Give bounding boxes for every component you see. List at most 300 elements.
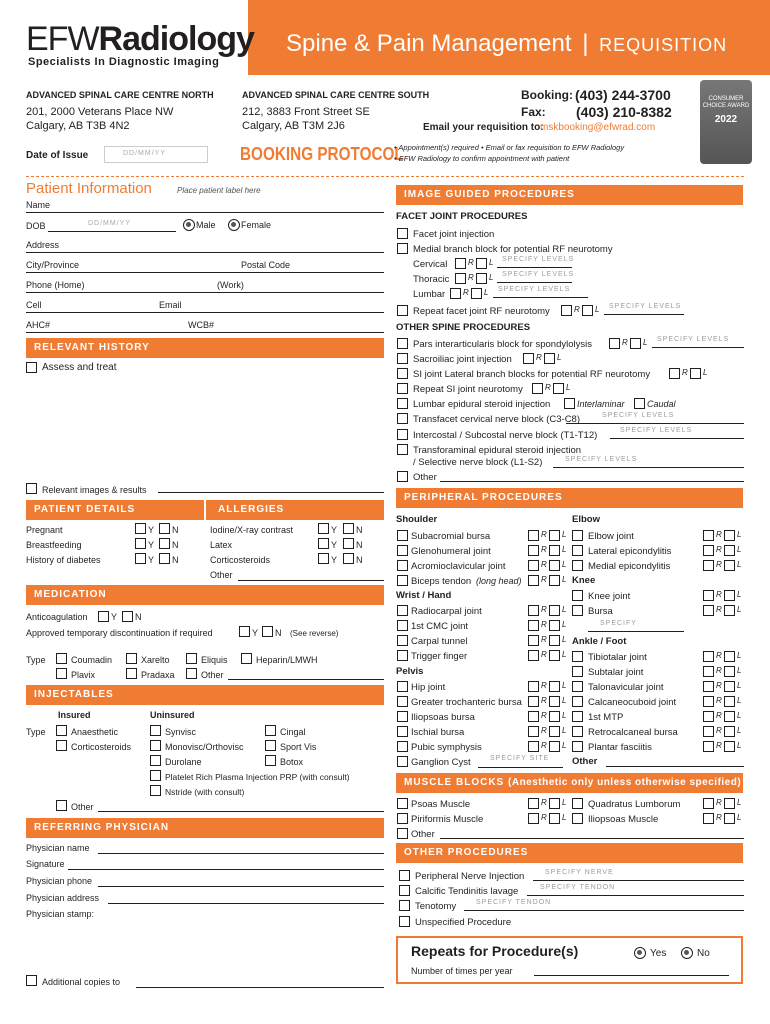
medial-branch-label: Medial branch block for potential RF neurotomy bbox=[413, 244, 613, 255]
relevant-history-bar: RELEVANT HISTORY bbox=[26, 338, 384, 358]
wrist-1-r-checkbox[interactable] bbox=[528, 620, 539, 631]
protocol-line-1: • Appointment(s) required • Email or fax requisition to EFW Radiology bbox=[394, 143, 625, 152]
wrist-2-r-checkbox[interactable] bbox=[528, 635, 539, 646]
transfacet-checkbox[interactable] bbox=[397, 413, 408, 424]
pelvis-item-checkbox-2[interactable] bbox=[397, 711, 408, 722]
caudal-checkbox[interactable] bbox=[634, 398, 645, 409]
plavix-checkbox[interactable] bbox=[56, 668, 67, 679]
shoulder-item-checkbox-2[interactable] bbox=[397, 560, 408, 571]
ankle-1-r-checkbox[interactable] bbox=[703, 666, 714, 677]
lumbar-r-checkbox[interactable] bbox=[450, 288, 461, 299]
pelvis-4-l-checkbox[interactable] bbox=[549, 741, 560, 752]
shoulder-0-r-label: R bbox=[541, 530, 547, 539]
sacroiliac-l-checkbox[interactable] bbox=[544, 353, 555, 364]
inj-other-label: Other bbox=[71, 802, 94, 812]
ankle-3-l-label: L bbox=[737, 696, 742, 705]
approved-n: N bbox=[275, 628, 282, 638]
ankle-0-l-checkbox[interactable] bbox=[724, 651, 735, 662]
corticosteroids-label: Corticosteroids bbox=[71, 742, 132, 752]
ankle-6-l-label: L bbox=[737, 741, 742, 750]
ankle-1-r-label: R bbox=[716, 666, 722, 675]
repeat-si-checkbox[interactable] bbox=[397, 383, 408, 394]
prp-checkbox[interactable] bbox=[150, 770, 161, 781]
pelvis-item-checkbox-3[interactable] bbox=[397, 726, 408, 737]
interlaminar-checkbox[interactable] bbox=[564, 398, 575, 409]
iliopsoas-muscle-l-checkbox[interactable] bbox=[724, 813, 735, 824]
quadratus-r-label: R bbox=[716, 798, 722, 807]
iliopsoas-muscle-r-label: R bbox=[716, 813, 722, 822]
calcific-label: Calcific Tendinitis lavage bbox=[415, 886, 519, 897]
pd-y-checkbox-1[interactable] bbox=[135, 538, 146, 549]
logo bbox=[26, 22, 254, 56]
dob-label: DOB bbox=[26, 221, 46, 231]
allergy-0: Iodine/X-ray contrast bbox=[210, 525, 294, 535]
fax-phone: (403) 210-8382 bbox=[576, 104, 672, 120]
approved-y-checkbox[interactable] bbox=[239, 626, 250, 637]
ankle-5-l-label: L bbox=[737, 726, 742, 735]
transforaminal-checkbox[interactable] bbox=[397, 444, 408, 455]
ankle-item-checkbox-2[interactable] bbox=[572, 681, 583, 692]
pelvis-3-r-checkbox[interactable] bbox=[528, 726, 539, 737]
allergy-n-0: N bbox=[356, 525, 363, 535]
durolane-checkbox[interactable] bbox=[150, 755, 161, 766]
ankle-item-checkbox-0[interactable] bbox=[572, 651, 583, 662]
quadratus-l-checkbox[interactable] bbox=[724, 798, 735, 809]
piriformis-checkbox[interactable] bbox=[397, 813, 408, 824]
sacroiliac-checkbox[interactable] bbox=[397, 353, 408, 364]
ankle-item-4: 1st MTP bbox=[588, 712, 624, 723]
wrist-item-checkbox-3[interactable] bbox=[397, 650, 408, 661]
pelvis-item-checkbox-5[interactable] bbox=[397, 756, 408, 767]
synvisc-label: Synvisc bbox=[165, 727, 197, 737]
shoulder-3-r-checkbox[interactable] bbox=[528, 575, 539, 586]
facet-title: FACET JOINT PROCEDURES bbox=[396, 211, 528, 222]
repeats-yes-label: Yes bbox=[650, 948, 667, 959]
piriformis-r-checkbox[interactable] bbox=[528, 813, 539, 824]
cervical-r-checkbox[interactable] bbox=[455, 258, 466, 269]
piriformis-l-checkbox[interactable] bbox=[549, 813, 560, 824]
knee-item-0: Knee joint bbox=[588, 591, 631, 602]
ankle-2-l-checkbox[interactable] bbox=[724, 681, 735, 692]
underline bbox=[440, 481, 744, 482]
coumadin-checkbox[interactable] bbox=[56, 653, 67, 664]
repeat-si-l-label: L bbox=[566, 383, 571, 392]
shoulder-1-l-checkbox[interactable] bbox=[549, 545, 560, 556]
wrist-0-r-checkbox[interactable] bbox=[528, 605, 539, 616]
repeats-yes-radio[interactable] bbox=[634, 947, 646, 959]
ankle-4-l-checkbox[interactable] bbox=[724, 711, 735, 722]
tenotomy-checkbox[interactable] bbox=[399, 900, 410, 911]
ankle-6-r-checkbox[interactable] bbox=[703, 741, 714, 752]
pars-checkbox[interactable] bbox=[397, 338, 408, 349]
botox-label: Botox bbox=[280, 757, 304, 767]
repeat-si-r-label: R bbox=[545, 383, 551, 392]
ankle-3-r-checkbox[interactable] bbox=[703, 696, 714, 707]
shoulder-3-l-checkbox[interactable] bbox=[549, 575, 560, 586]
shoulder-2-l-label: L bbox=[562, 560, 567, 569]
nstride-checkbox[interactable] bbox=[150, 785, 161, 796]
botox-checkbox[interactable] bbox=[265, 755, 276, 766]
shoulder-item-checkbox-1[interactable] bbox=[397, 545, 408, 556]
shoulder-item-checkbox-0[interactable] bbox=[397, 530, 408, 541]
pelvis-1-r-checkbox[interactable] bbox=[528, 696, 539, 707]
repeats-no-radio[interactable] bbox=[681, 947, 693, 959]
wrist-0-l-checkbox[interactable] bbox=[549, 605, 560, 616]
intercostal-label: Intercostal / Subcostal nerve block (T1-T12) bbox=[413, 430, 598, 441]
physician-phone-label: Physician phone bbox=[26, 876, 93, 886]
logo-brand: EFW bbox=[26, 20, 99, 58]
allergy-y-checkbox-0[interactable] bbox=[318, 523, 329, 534]
patient-details-bar: PATIENT DETAILS bbox=[26, 500, 204, 520]
wrist-0-r-label: R bbox=[541, 605, 547, 614]
med-type-label: Type bbox=[26, 655, 46, 665]
pars-label: Pars interarticularis block for spondylolysis bbox=[413, 339, 592, 350]
psoas-checkbox[interactable] bbox=[397, 798, 408, 809]
sacroiliac-l-label: L bbox=[557, 353, 562, 362]
pelvis-4-r-checkbox[interactable] bbox=[528, 741, 539, 752]
iliopsoas-muscle-checkbox[interactable] bbox=[572, 813, 583, 824]
si-lateral-r-checkbox[interactable] bbox=[669, 368, 680, 379]
anticoag-y: Y bbox=[111, 612, 118, 622]
facet-injection-checkbox[interactable] bbox=[397, 228, 408, 239]
elbow-2-l-checkbox[interactable] bbox=[724, 560, 735, 571]
shoulder-0-l-checkbox[interactable] bbox=[549, 530, 560, 541]
postal-label: Postal Code bbox=[241, 260, 291, 270]
knee-0-l-checkbox[interactable] bbox=[724, 590, 735, 601]
cervical-r-label: R bbox=[468, 258, 474, 267]
lumbar-r-label: R bbox=[463, 288, 469, 297]
ankle-item-checkbox-4[interactable] bbox=[572, 711, 583, 722]
si-lateral-checkbox[interactable] bbox=[397, 368, 408, 379]
pradaxa-label: Pradaxa bbox=[141, 670, 175, 680]
elbow-0-r-checkbox[interactable] bbox=[703, 530, 714, 541]
pelvis-1-l-checkbox[interactable] bbox=[549, 696, 560, 707]
allergy-y-checkbox-1[interactable] bbox=[318, 538, 329, 549]
ankle-5-l-checkbox[interactable] bbox=[724, 726, 735, 737]
ankle-0-r-checkbox[interactable] bbox=[703, 651, 714, 662]
si-lateral-l-checkbox[interactable] bbox=[690, 368, 701, 379]
shoulder-item-0: Subacromial bursa bbox=[411, 531, 491, 542]
wrist-2-l-checkbox[interactable] bbox=[549, 635, 560, 646]
sportvis-checkbox[interactable] bbox=[265, 740, 276, 751]
eliquis-checkbox[interactable] bbox=[186, 653, 197, 664]
plavix-label: Plavix bbox=[71, 670, 96, 680]
ankle-4-l-label: L bbox=[737, 711, 742, 720]
pd-n-1: N bbox=[172, 540, 179, 550]
pelvis-2-l-checkbox[interactable] bbox=[549, 711, 560, 722]
pelvis-0-l-checkbox[interactable] bbox=[549, 681, 560, 692]
address-label: Address bbox=[26, 240, 60, 250]
repeats-no-label: No bbox=[697, 948, 710, 959]
pd-n-0: N bbox=[172, 525, 179, 535]
ankle-2-r-checkbox[interactable] bbox=[703, 681, 714, 692]
page-title bbox=[286, 30, 727, 58]
ankle-item-checkbox-1[interactable] bbox=[572, 666, 583, 677]
pd-y-0: Y bbox=[148, 525, 155, 535]
muscle-other-label: Other bbox=[411, 829, 435, 840]
wrist-item-checkbox-1[interactable] bbox=[397, 620, 408, 631]
pradaxa-checkbox[interactable] bbox=[126, 668, 137, 679]
physician-address-label: Physician address bbox=[26, 893, 100, 903]
cervical-label: Cervical bbox=[413, 259, 448, 270]
nerve-label: Peripheral Nerve Injection bbox=[415, 871, 525, 882]
specify-site: SPECIFY SITE bbox=[490, 755, 550, 762]
knee-title: Knee bbox=[572, 575, 596, 586]
booking-email[interactable]: mskbooking@efwrad.com bbox=[540, 122, 656, 133]
lumbar-l-checkbox[interactable] bbox=[471, 288, 482, 299]
wrist-item-2: Carpal tunnel bbox=[411, 636, 468, 647]
cingal-checkbox[interactable] bbox=[265, 725, 276, 736]
pelvis-item-checkbox-1[interactable] bbox=[397, 696, 408, 707]
elbow-item-checkbox-1[interactable] bbox=[572, 545, 583, 556]
shoulder-0-l-label: L bbox=[562, 530, 567, 539]
intercostal-checkbox[interactable] bbox=[397, 429, 408, 440]
wrist-3-r-checkbox[interactable] bbox=[528, 650, 539, 661]
ankle-item-checkbox-3[interactable] bbox=[572, 696, 583, 707]
ahc-label: AHC# bbox=[26, 320, 51, 330]
spine-other-checkbox[interactable] bbox=[397, 471, 408, 482]
date-issue-field[interactable] bbox=[104, 146, 208, 163]
wrist-1-l-label: L bbox=[562, 620, 567, 629]
allergy-y-checkbox-2[interactable] bbox=[318, 553, 329, 564]
cervical-specify: SPECIFY LEVELS bbox=[502, 256, 575, 263]
quadratus-checkbox[interactable] bbox=[572, 798, 583, 809]
allergy-n-checkbox-1[interactable] bbox=[343, 538, 354, 549]
knee-item-checkbox-0[interactable] bbox=[572, 590, 583, 601]
pelvis-item-4: Pubic symphysis bbox=[411, 742, 482, 753]
other-procedures-bar: OTHER PROCEDURES bbox=[396, 843, 743, 863]
iliopsoas-muscle-r-checkbox[interactable] bbox=[703, 813, 714, 824]
allergy-2: Corticosteroids bbox=[210, 555, 271, 565]
underline bbox=[553, 467, 744, 468]
ankle-3-l-checkbox[interactable] bbox=[724, 696, 735, 707]
repeat-si-r-checkbox[interactable] bbox=[532, 383, 543, 394]
city-label: City/Province bbox=[26, 260, 80, 270]
pd-n-checkbox-0[interactable] bbox=[159, 523, 170, 534]
inj-other-checkbox[interactable] bbox=[56, 800, 67, 811]
shoulder-item-3: Biceps tendon bbox=[411, 576, 472, 587]
lumbar-epidural-checkbox[interactable] bbox=[397, 398, 408, 409]
phone-work-label: (Work) bbox=[217, 280, 244, 290]
pars-l-checkbox[interactable] bbox=[630, 338, 641, 349]
anticoag-y-checkbox[interactable] bbox=[98, 611, 109, 622]
sacroiliac-r-checkbox[interactable] bbox=[523, 353, 534, 364]
muscle-title: MUSCLE BLOCKS bbox=[404, 777, 505, 788]
cervical-l-checkbox[interactable] bbox=[476, 258, 487, 269]
wrist-1-r-label: R bbox=[541, 620, 547, 629]
pelvis-0-r-checkbox[interactable] bbox=[528, 681, 539, 692]
allergies-bar: ALLERGIES bbox=[206, 500, 384, 520]
wrist-1-l-checkbox[interactable] bbox=[549, 620, 560, 631]
shoulder-1-r-checkbox[interactable] bbox=[528, 545, 539, 556]
shoulder-2-l-checkbox[interactable] bbox=[549, 560, 560, 571]
durolane-label: Durolane bbox=[165, 757, 202, 767]
ankle-3-r-label: R bbox=[716, 696, 722, 705]
underline bbox=[464, 910, 744, 911]
repeat-facet-label: Repeat facet joint RF neurotomy bbox=[413, 306, 550, 317]
elbow-1-l-checkbox[interactable] bbox=[724, 545, 735, 556]
ankle-1-l-checkbox[interactable] bbox=[724, 666, 735, 677]
phone-home-label: Phone (Home) bbox=[26, 280, 85, 290]
allergy-other: Other bbox=[210, 570, 233, 580]
wrist-3-l-checkbox[interactable] bbox=[549, 650, 560, 661]
nstride-label: Nstride (with consult) bbox=[165, 787, 245, 797]
pd-n-checkbox-1[interactable] bbox=[159, 538, 170, 549]
knee-item-checkbox-1[interactable] bbox=[572, 605, 583, 616]
knee-1-l-label: L bbox=[737, 605, 742, 614]
pars-l-label: L bbox=[643, 338, 648, 347]
xarelto-checkbox[interactable] bbox=[126, 653, 137, 664]
elbow-item-2: Medial epicondylitis bbox=[588, 561, 671, 572]
med-other-checkbox[interactable] bbox=[186, 668, 197, 679]
transfacet-specify: SPECIFY LEVELS bbox=[602, 412, 675, 419]
copies-checkbox[interactable] bbox=[26, 975, 37, 986]
tenotomy-label: Tenotomy bbox=[415, 901, 457, 912]
elbow-0-r-label: R bbox=[716, 530, 722, 539]
assess-label: Assess and treat bbox=[42, 362, 117, 373]
unspecified-checkbox[interactable] bbox=[399, 916, 410, 927]
pd-y-checkbox-2[interactable] bbox=[135, 553, 146, 564]
logo-word: Radiology bbox=[98, 20, 254, 58]
monovisc-checkbox[interactable] bbox=[150, 740, 161, 751]
pelvis-2-l-label: L bbox=[562, 711, 567, 720]
shoulder-1-l-label: L bbox=[562, 545, 567, 554]
lumbar-label: Lumbar bbox=[413, 289, 446, 300]
patient-info-title: Patient Information bbox=[26, 180, 152, 197]
iliopsoas-muscle-l-label: L bbox=[737, 813, 742, 822]
ankle-6-l-checkbox[interactable] bbox=[724, 741, 735, 752]
award-badge bbox=[700, 80, 752, 164]
repeat-facet-r-checkbox[interactable] bbox=[561, 305, 572, 316]
ankle-item-checkbox-6[interactable] bbox=[572, 741, 583, 752]
shoulder-item-checkbox-3[interactable] bbox=[397, 575, 408, 586]
wrist-item-checkbox-0[interactable] bbox=[397, 605, 408, 616]
elbow-1-l-label: L bbox=[737, 545, 742, 554]
psoas-l-checkbox[interactable] bbox=[549, 798, 560, 809]
ankle-item-checkbox-5[interactable] bbox=[572, 726, 583, 737]
elbow-1-r-checkbox[interactable] bbox=[703, 545, 714, 556]
location-south-addr1: 212, 3883 Front Street SE bbox=[242, 106, 370, 118]
elbow-0-l-checkbox[interactable] bbox=[724, 530, 735, 541]
lumbar-epidural-label: Lumbar epidural steroid injection bbox=[413, 399, 551, 410]
image-guided-bar: IMAGE GUIDED PROCEDURES bbox=[396, 185, 743, 205]
page-title-main: Spine & Pain Management bbox=[286, 30, 572, 57]
pd-y-checkbox-0[interactable] bbox=[135, 523, 146, 534]
thoracic-r-checkbox[interactable] bbox=[455, 273, 466, 284]
pars-specify: SPECIFY LEVELS bbox=[657, 336, 730, 343]
thoracic-r-label: R bbox=[468, 273, 474, 282]
knee-0-r-checkbox[interactable] bbox=[703, 590, 714, 601]
female-radio[interactable] bbox=[228, 219, 240, 231]
si-lateral-label: SI joint Lateral branch blocks for potential RF neurotomy bbox=[413, 369, 651, 380]
pelvis-2-r-checkbox[interactable] bbox=[528, 711, 539, 722]
quadratus-r-checkbox[interactable] bbox=[703, 798, 714, 809]
allergy-y-1: Y bbox=[331, 540, 338, 550]
images-checkbox[interactable] bbox=[26, 483, 37, 494]
pelvis-3-l-checkbox[interactable] bbox=[549, 726, 560, 737]
repeat-facet-checkbox[interactable] bbox=[397, 305, 408, 316]
muscle-other-checkbox[interactable] bbox=[397, 828, 408, 839]
anticoag-n-checkbox[interactable] bbox=[122, 611, 133, 622]
eliquis-label: Eliquis bbox=[201, 655, 228, 665]
cervical-l-label: L bbox=[489, 258, 494, 267]
pelvis-item-checkbox-0[interactable] bbox=[397, 681, 408, 692]
anaesthetic-checkbox[interactable] bbox=[56, 725, 67, 736]
shoulder-2-r-checkbox[interactable] bbox=[528, 560, 539, 571]
elbow-item-checkbox-0[interactable] bbox=[572, 530, 583, 541]
synvisc-checkbox[interactable] bbox=[150, 725, 161, 736]
shoulder-3-l-label: L bbox=[562, 575, 567, 584]
thoracic-l-checkbox[interactable] bbox=[476, 273, 487, 284]
pars-r-checkbox[interactable] bbox=[609, 338, 620, 349]
specify-tendon-2: SPECIFY TENDON bbox=[476, 899, 552, 906]
repeats-title: Repeats for Procedure(s) bbox=[411, 943, 579, 959]
date-issue-placeholder: DD/MM/YY bbox=[123, 150, 166, 157]
transforaminal-label-2: / Selective nerve block (L1-S2) bbox=[413, 457, 543, 468]
pd-n-checkbox-2[interactable] bbox=[159, 553, 170, 564]
elbow-2-r-label: R bbox=[716, 560, 722, 569]
ankle-item-1: Subtalar joint bbox=[588, 667, 644, 678]
thoracic-l-label: L bbox=[489, 273, 494, 282]
pelvis-3-l-label: L bbox=[562, 726, 567, 735]
sportvis-label: Sport Vis bbox=[280, 742, 317, 752]
male-radio[interactable] bbox=[183, 219, 195, 231]
assess-checkbox[interactable] bbox=[26, 362, 37, 373]
fax-label: Fax: bbox=[521, 105, 546, 119]
copies-label: Additional copies to bbox=[42, 977, 121, 987]
allergy-n-checkbox-0[interactable] bbox=[343, 523, 354, 534]
heparin-checkbox[interactable] bbox=[241, 653, 252, 664]
nerve-checkbox[interactable] bbox=[399, 870, 410, 881]
underline bbox=[497, 267, 572, 268]
allergy-y-0: Y bbox=[331, 525, 338, 535]
ankle-item-0: Tibiotalar joint bbox=[588, 652, 647, 663]
physician-name-label: Physician name bbox=[26, 843, 90, 853]
piriformis-r-label: R bbox=[541, 813, 547, 822]
allergy-n-checkbox-2[interactable] bbox=[343, 553, 354, 564]
pelvis-item-checkbox-4[interactable] bbox=[397, 741, 408, 752]
approved-n-checkbox[interactable] bbox=[262, 626, 273, 637]
ankle-5-r-checkbox[interactable] bbox=[703, 726, 714, 737]
wrist-item-checkbox-2[interactable] bbox=[397, 635, 408, 646]
knee-1-l-checkbox[interactable] bbox=[724, 605, 735, 616]
shoulder-0-r-checkbox[interactable] bbox=[528, 530, 539, 541]
underline bbox=[440, 838, 744, 839]
pelvis-item-3: Ischial bursa bbox=[411, 727, 465, 738]
location-north-addr1: 201, 2000 Veterans Place NW bbox=[26, 106, 174, 118]
elbow-item-checkbox-2[interactable] bbox=[572, 560, 583, 571]
psoas-r-checkbox[interactable] bbox=[528, 798, 539, 809]
repeat-facet-l-checkbox[interactable] bbox=[582, 305, 593, 316]
patient-label-hint: Place patient label here bbox=[177, 186, 261, 195]
date-issue-label: Date of Issue bbox=[26, 150, 89, 161]
corticosteroids-checkbox[interactable] bbox=[56, 740, 67, 751]
medial-branch-checkbox[interactable] bbox=[397, 243, 408, 254]
elbow-2-r-checkbox[interactable] bbox=[703, 560, 714, 571]
ankle-item-3: Calcaneocuboid joint bbox=[588, 697, 677, 708]
wrist-3-l-label: L bbox=[562, 650, 567, 659]
pelvis-item-0: Hip joint bbox=[411, 682, 446, 693]
repeat-facet-specify: SPECIFY LEVELS bbox=[609, 303, 682, 310]
elbow-1-r-label: R bbox=[716, 545, 722, 554]
repeat-si-l-checkbox[interactable] bbox=[553, 383, 564, 394]
piriformis-l-label: L bbox=[562, 813, 567, 822]
knee-1-r-checkbox[interactable] bbox=[703, 605, 714, 616]
intercostal-specify: SPECIFY LEVELS bbox=[620, 427, 693, 434]
ankle-4-r-checkbox[interactable] bbox=[703, 711, 714, 722]
elbow-0-l-label: L bbox=[737, 530, 742, 539]
calcific-checkbox[interactable] bbox=[399, 885, 410, 896]
